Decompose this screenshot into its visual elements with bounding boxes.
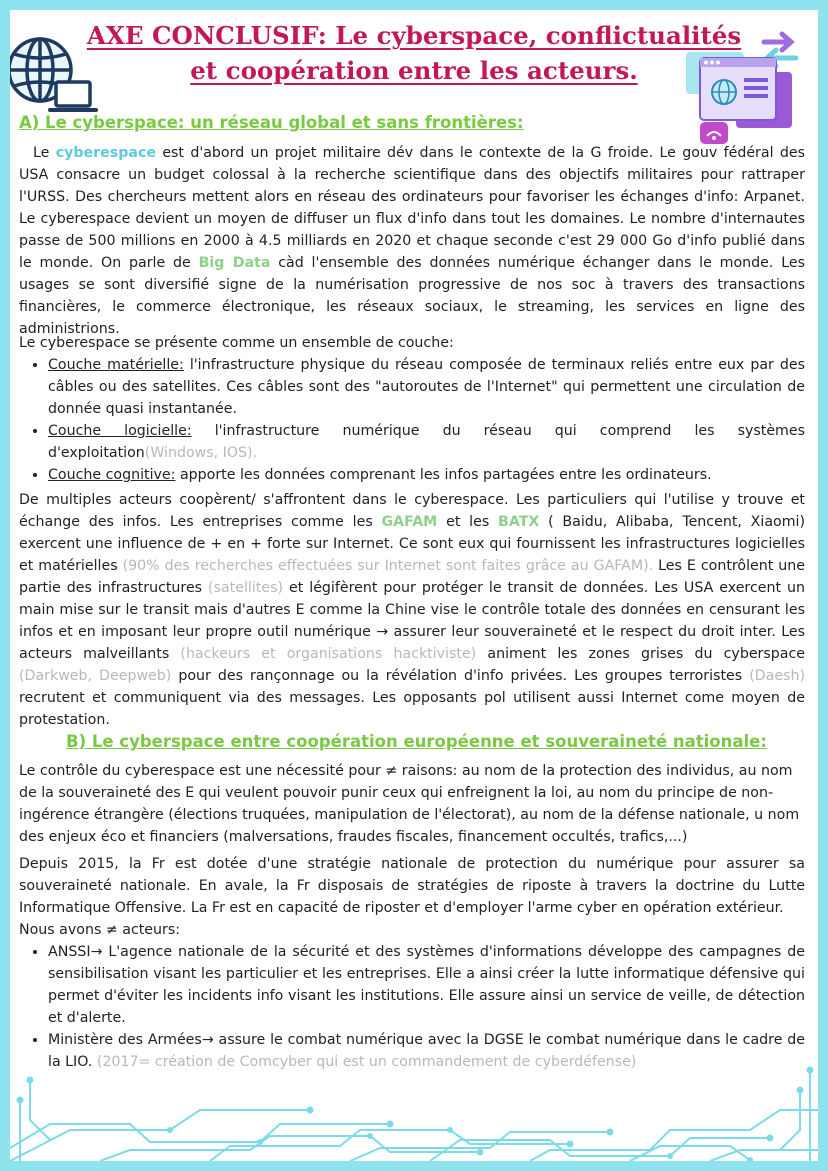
section-b-paragraph-2: Depuis 2015, la Fr est dotée d'une stratégie nationale de protection du numérique pour assurer sa souveraineté nationale. En avale, la Fr disposais de stratégies de riposte à travers la doctrine du Lutte Informatique Offensive. La Fr est en capacité de riposter et d'employer l'arme cyber en opération extérieur. bbox=[19, 856, 805, 916]
actor-note: (2017= création de Comcyber qui est un commandement de cyberdéfense) bbox=[96, 1054, 637, 1070]
section-b-heading: B) Le cyberspace entre coopération européenne et souveraineté nationale: bbox=[66, 732, 767, 751]
web-browser-illustration-icon bbox=[678, 22, 806, 148]
list-item: • Ministère des Armées→ assure le combat numérique avec la DGSE le combat numérique dans le cadre de la LIO. (2017= création de Comcyber qui est un commandement de cyberdéfense) bbox=[48, 1029, 805, 1073]
layers-list bbox=[19, 354, 805, 486]
keyword-gafam: GAFAM bbox=[381, 514, 438, 530]
keyword-cyberespace: cyberespace bbox=[55, 145, 156, 161]
section-b-paragraph-3: Nous avons ≠ acteurs: bbox=[19, 922, 181, 938]
title-line-1: AXE CONCLUSIF: Le cyberspace, conflictualités bbox=[86, 21, 742, 50]
actors-list bbox=[19, 941, 805, 1073]
keyword-big-data: Big Data bbox=[198, 255, 271, 271]
section-a-paragraph-3: De multiples acteurs coopèrent/ s'affrontent dans le cyberespace. Les particuliers qui l'utilise y trouve et échange des infos. Les entreprises comme les GAFAM et les BATX ( Baidu, Alibaba, Tencent, Xiaomi) exercent une influence de + en + forte sur Internet. Ce sont eux qui fournissent les infrastructures logicielles et matérielles (90% des recherches effectuées sur Internet sont faites grâce au GAFAM). Les E contrôlent une partie des infrastructures (satellites) et légifèrent pour protéger le transit de données. Les USA exercent un main mise sur le transit mais d'autres E comme la Chine vise le contrôle totale des données en censurant les infos et en imposant leur propre outil numérique → assurer leur souveraineté et le respect du droit inter. Les acteurs malveillants (hackeurs et organisations hacktiviste) animent les zones grises du cyberspace (Darkweb, Deepweb) pour des rançonnage ou la révélation d'info privées. Les groupes terroristes (Daesh) recrutent et communiquent via des messages. Les opposants pol utilisent aussi Internet come moyen de protestation. bbox=[19, 492, 806, 728]
list-item: • Couche logicielle: l'infrastructure numérique du réseau qui comprend les systèmes d'exploitation(Windows, IOS). bbox=[48, 420, 805, 464]
circuit-board-decoration bbox=[10, 1060, 818, 1161]
section-b-paragraph-1: Le contrôle du cyberespace est une nécessité pour ≠ raisons: au nom de la protection des individus, au nom de la souveraineté des E qui veulent pouvoir punir ceux qui enfreignent la loi, au nom du principe de non-ingérence étrangère (élections truquées, manipulation de l'électorat), au nom de la défense nationale, u nom des enjeux éco et financiers (malversations, fraudes fiscales, financement occultés, trafics,...) bbox=[19, 763, 800, 845]
keyword-batx: BATX bbox=[498, 514, 540, 530]
layer-note: (Windows, IOS). bbox=[144, 445, 258, 461]
layer-label: Couche matérielle: bbox=[48, 357, 184, 373]
list-item: • ANSSI→ L'agence nationale de la sécurité et des systèmes d'informations développe des campagnes de sensibilisation visant les particulier et les entreprises. Elle a ainsi créer la lutte informatique défensive qui permet d'éviter les incidents info visant les institutions. Elle assure ainsi un service de veille, de détection et d'alerte. bbox=[48, 941, 805, 1029]
layer-label: Couche logicielle: bbox=[48, 423, 192, 439]
page bbox=[10, 10, 818, 1161]
list-item: • Couche cognitive: apporte les données comprenant les infos partagées entre les ordinateurs. bbox=[48, 464, 805, 486]
layer-label: Couche cognitive: bbox=[48, 467, 176, 483]
title-line-2: et coopération entre les acteurs. bbox=[190, 56, 638, 85]
section-a-paragraph-1: Le cyberespace est d'abord un projet militaire dév dans le contexte de la G froide. Le gouv fédéral des USA consacre un budget colossal à la recherche scientifique dans des objectifs militaires pour rattraper l'URSS. Des chercheurs mettent alors en réseau des ordinateurs pour favoriser les échanges d'info: Arpanet. Le cyberespace devient un moyen de diffuser un flux d'info dans tout les domaines. Le nombre d'internautes passe de 500 millions en 2000 à 4.5 milliards en 2020 et chaque seconde c'est 29 000 Go d'info publié dans le monde. On parle de Big Data càd l'ensemble des données numérique échanger dans le monde. Les usages se sont diversifié signe de la numérisation progressive de nos soc à travers des transactions financières, le commerce électronique, les réseaux sociaux, le streaming, les services en ligne des administrions. bbox=[19, 145, 805, 337]
section-a-heading: A) Le cyberspace: un réseau global et sans frontières: bbox=[19, 113, 524, 132]
list-item: • Couche matérielle: l'infrastructure physique du réseau composée de terminaux reliés entre eux par des câbles ou des satellites. Ces câbles sont des "autoroutes de l'Internet" qui permettent une circulation de donnée quasi instantanée. bbox=[48, 354, 805, 420]
section-a-paragraph-2: Le cyberespace se présente comme un ensemble de couche: bbox=[19, 335, 454, 351]
